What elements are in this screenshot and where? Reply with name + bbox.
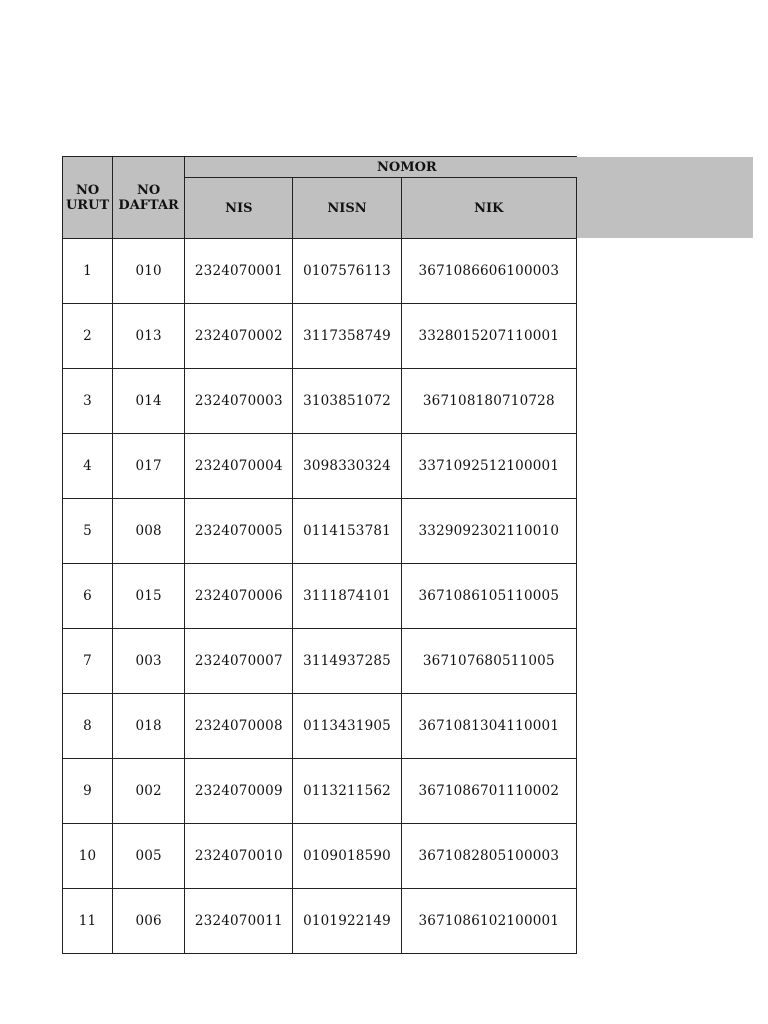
cell-nik: 3671086102100001 [401,889,576,954]
table-body [63,239,577,954]
cell-no-urut: 3 [63,369,113,434]
cell-no-urut: 5 [63,499,113,564]
cell-no-daftar: 010 [113,239,185,304]
cell-nik: 367108180710728 [401,369,576,434]
cell-no-daftar: 003 [113,629,185,694]
cell-no-urut: 4 [63,434,113,499]
table-row [63,629,577,694]
table-row [63,239,577,304]
cell-no-daftar: 008 [113,499,185,564]
cell-nik: 3328015207110001 [401,304,576,369]
cell-nisn: 0109018590 [293,824,401,889]
cell-no-daftar: 014 [113,369,185,434]
cell-no-urut: 9 [63,759,113,824]
header-nik-label: NIK [474,200,504,216]
cell-nisn: 0101922149 [293,889,401,954]
cell-nik: 3671086105110005 [401,564,576,629]
cell-nis: 2324070006 [185,564,293,629]
student-number-table [62,156,577,954]
cell-no-daftar: 017 [113,434,185,499]
cell-no-daftar: 015 [113,564,185,629]
cell-nis: 2324070005 [185,499,293,564]
header-nis-label: NIS [225,200,253,216]
cell-nis: 2324070011 [185,889,293,954]
cell-no-urut: 7 [63,629,113,694]
cell-no-urut: 2 [63,304,113,369]
cell-nis: 2324070004 [185,434,293,499]
cell-nik: 3371092512100001 [401,434,576,499]
table-row [63,434,577,499]
table-row [63,824,577,889]
cell-no-daftar: 006 [113,889,185,954]
table-row [63,564,577,629]
cell-no-urut: 10 [63,824,113,889]
table-row [63,499,577,564]
table-row [63,369,577,434]
table-row [63,694,577,759]
cell-nisn: 3114937285 [293,629,401,694]
cell-no-daftar: 002 [113,759,185,824]
header-no-daftar-label: NO DAFTAR [118,182,179,213]
header-no-urut-label: NO URUT [65,182,110,213]
table-row [63,889,577,954]
cell-nis: 2324070009 [185,759,293,824]
header-no-daftar [113,157,185,239]
header-nomor [185,157,577,178]
cell-no-daftar: 005 [113,824,185,889]
header-nis [185,178,293,239]
cell-nisn: 0113431905 [293,694,401,759]
cell-nis: 2324070008 [185,694,293,759]
cell-no-daftar: 013 [113,304,185,369]
cell-nik: 3329092302110010 [401,499,576,564]
cell-nis: 2324070003 [185,369,293,434]
cell-nisn: 0113211562 [293,759,401,824]
cell-nisn: 3098330324 [293,434,401,499]
cell-nis: 2324070002 [185,304,293,369]
cell-nisn: 0107576113 [293,239,401,304]
cell-nik: 3671086701110002 [401,759,576,824]
header-nisn-label: NISN [327,200,367,216]
cell-nik: 3671086606100003 [401,239,576,304]
header-nisn [293,178,401,239]
cell-no-urut: 6 [63,564,113,629]
header-no-urut [63,157,113,239]
cell-no-daftar: 018 [113,694,185,759]
cell-nisn: 3111874101 [293,564,401,629]
header-nik [401,178,576,239]
cell-no-urut: 1 [63,239,113,304]
cell-nisn: 0114153781 [293,499,401,564]
cell-nis: 2324070001 [185,239,293,304]
cell-nik: 367107680511005 [401,629,576,694]
cell-no-urut: 8 [63,694,113,759]
cell-nik: 3671082805100003 [401,824,576,889]
cell-nik: 3671081304110001 [401,694,576,759]
header-nomor-label: NOMOR [376,159,437,175]
cell-nisn: 3103851072 [293,369,401,434]
cell-nisn: 3117358749 [293,304,401,369]
table-row [63,759,577,824]
table-header [63,157,577,239]
header-gray-band [577,157,753,238]
cell-nis: 2324070007 [185,629,293,694]
table-row [63,304,577,369]
cell-nis: 2324070010 [185,824,293,889]
cell-no-urut: 11 [63,889,113,954]
